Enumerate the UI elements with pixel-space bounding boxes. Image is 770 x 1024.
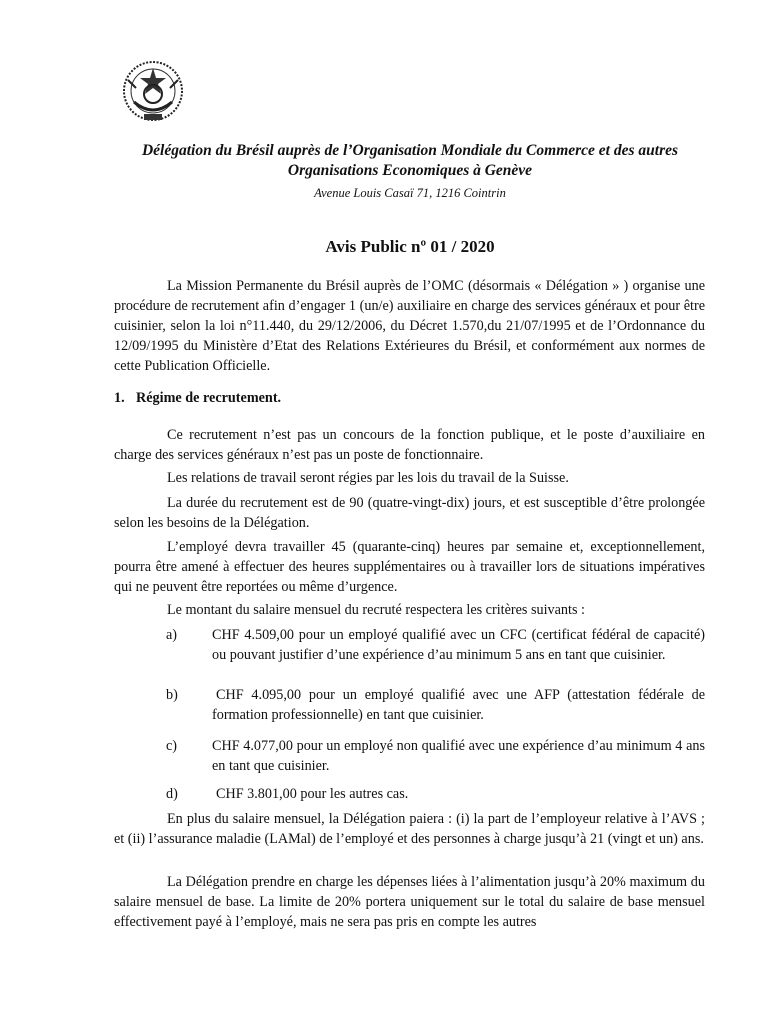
paragraph-working-hours: L’employé devra travailler 45 (quarante-cinq) heures par semaine et, exceptionnellement, pourra être amené à effectuer des heures supplémentaires ou à travailler lors de situations impératives qui ne peuvent être reportées ou même d’urgence. [114, 539, 705, 595]
paragraph-extra-benefits: En plus du salaire mensuel, la Délégation paiera : (i) la part de l’employeur relative à l’AVS ; et (ii) l’assurance maladie (LAMal) de l’employé et des personnes à charge jusqu’à 21 (vingt et un) ans. [114, 811, 705, 847]
list-item: CHF 4.509,00 pour un employé qualifié avec un CFC (certificat fédéral de capacité) ou pouvant justifier d’une expérience d’au minimum 5 ans en tant que cuisinier. [212, 627, 705, 663]
list-item: CHF 4.077,00 pour un employé non qualifié avec une expérience d’au minimum 4 ans en tant que cuisinier. [212, 738, 705, 774]
paragraph-contract-type: Ce recrutement n’est pas un concours de la fonction publique, et le poste d’auxiliaire en charge des services généraux n’est pas un poste de fonctionnaire. [114, 427, 705, 463]
list-item-marker: d) [166, 786, 178, 802]
paragraph-food-allowance: La Délégation prendre en charge les dépenses liées à l’alimentation jusqu’à 20% maximum du salaire mensuel de base. La limite de 20% portera uniquement sur le total du salaire de base mensuel effectivement payé à l’employé, mais ne sera pas pris en compte les autres [114, 874, 705, 930]
intro-paragraph: La Mission Permanente du Brésil auprès de l’OMC (désormais « Délégation » ) organise une procédure de recrutement afin d’engager 1 (un/e) auxiliaire en charge des services généraux et pour être cuisinier, selon la loi n°11.440, du 29/12/2006, du Décret 1.570,du 21/07/1995 et de l’Ordonnance du 12/09/1995 du Ministère d’Etat des Relations Extérieures du Brésil, et conformément aux normes de cette Publication Officielle. [114, 278, 705, 374]
organization-address: Avenue Louis Casaï 71, 1216 Cointrin [314, 186, 506, 200]
coat-of-arms-seal-icon [120, 58, 186, 126]
paragraph-labor-law: Les relations de travail seront régies par les lois du travail de la Suisse. [167, 470, 569, 486]
list-item-marker: b) [166, 687, 178, 703]
organization-name-line1: Délégation du Brésil auprès de l’Organisation Mondiale du Commerce et des autres [141, 142, 679, 159]
section-number: 1. [114, 390, 125, 406]
paragraph-duration: La durée du recrutement est de 90 (quatre-vingt-dix) jours, et est susceptible d’être prolongée selon les besoins de la Délégation. [114, 495, 705, 531]
paragraph-salary-intro: Le montant du salaire mensuel du recruté respectera les critères suivants : [167, 602, 585, 618]
list-item: CHF 3.801,00 pour les autres cas. [216, 786, 409, 802]
organization-name-line2: Organisations Economiques à Genève [287, 162, 533, 179]
list-item: CHF 4.095,00 pour un employé qualifié avec une AFP (attestation fédérale de formation professionnelle) en tant que cuisinier. [212, 687, 705, 723]
notice-title: Avis Public nº 01 / 2020 [325, 237, 495, 256]
list-item-marker: a) [166, 627, 178, 643]
section-title: Régime de recrutement. [136, 390, 282, 406]
section-heading [114, 390, 281, 407]
list-item-marker: c) [166, 738, 178, 754]
